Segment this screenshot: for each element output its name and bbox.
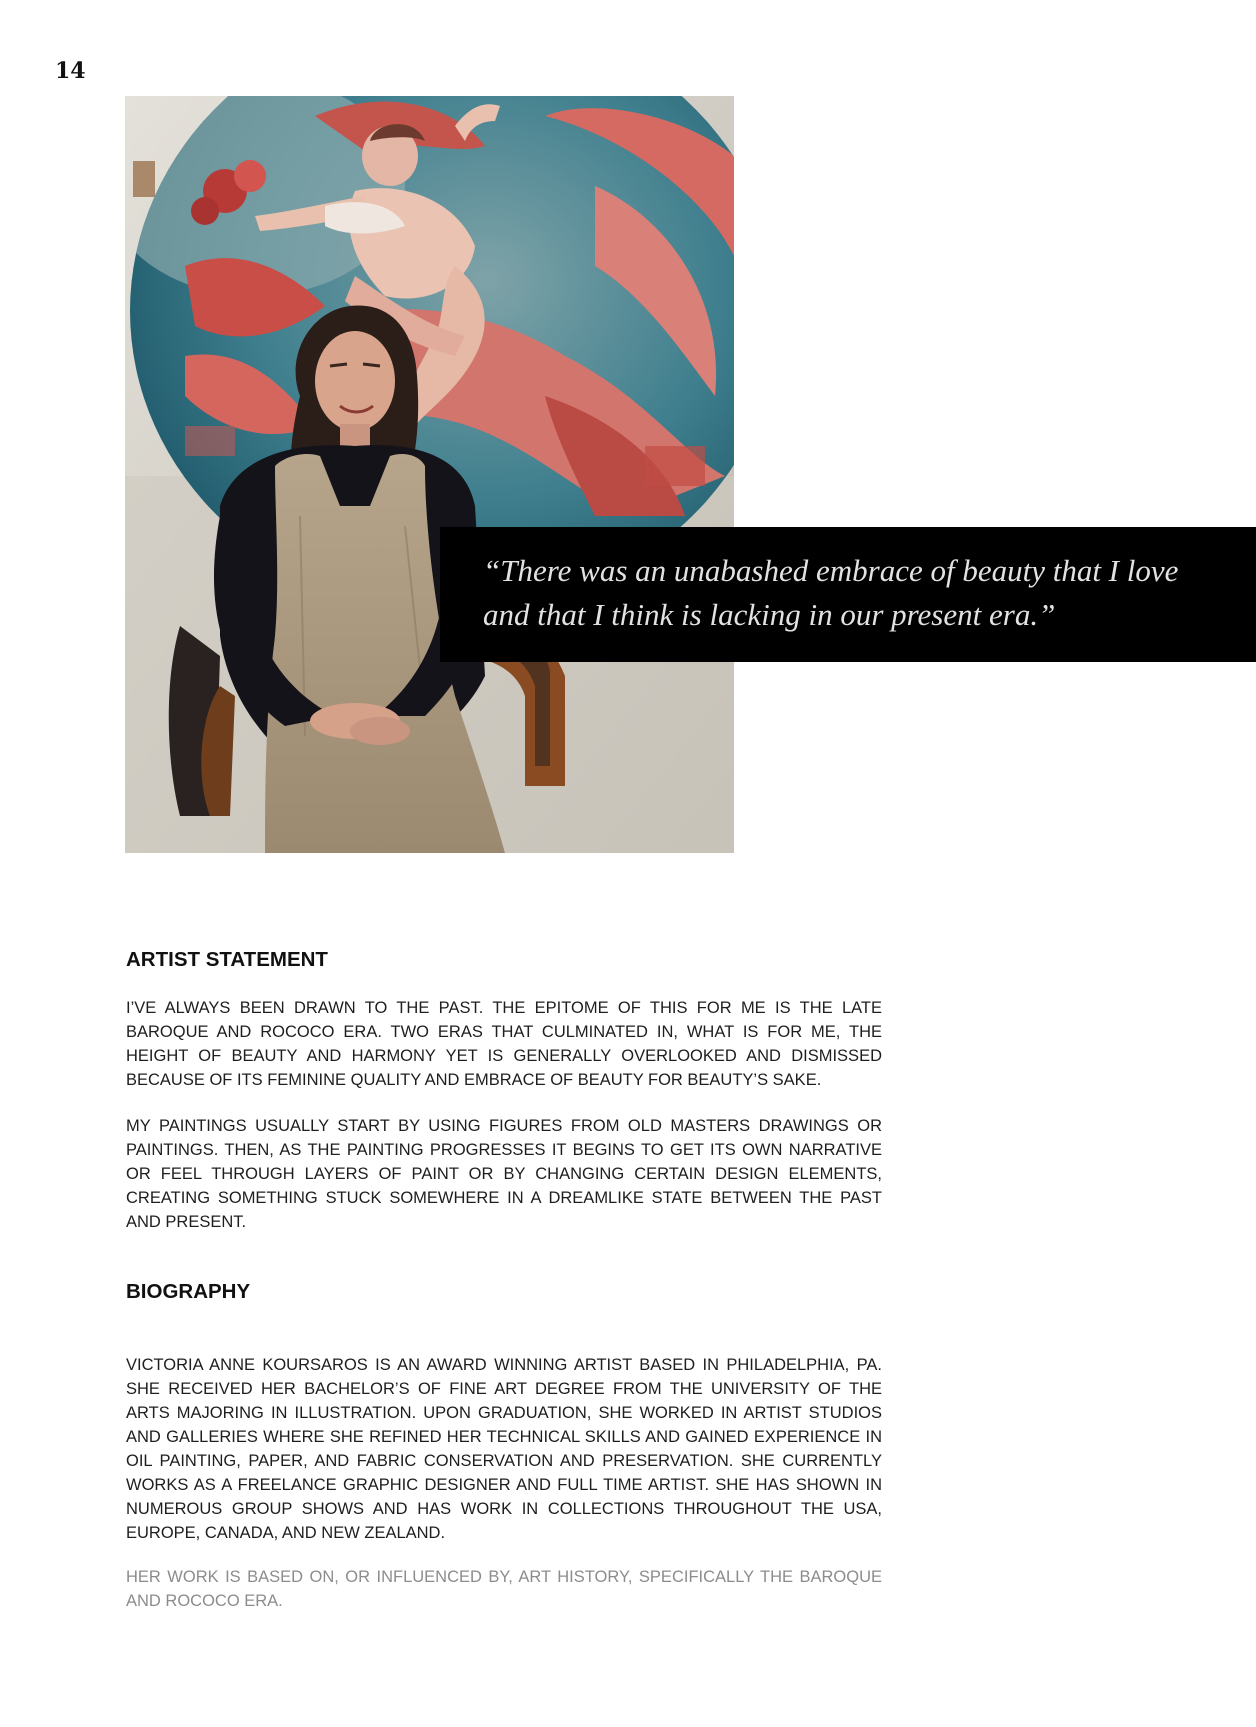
artist-statement-paragraph: I’VE ALWAYS BEEN DRAWN TO THE PAST. THE EPITOME OF THIS FOR ME IS THE LATE BAROQUE AND ROCOCO ERA. TWO ERAS THAT CULMINATED IN, WHAT IS FOR ME, THE HEIGHT OF BEAUTY AND HARMONY YET IS GENERALLY OVERLOOKED AND DISMISSED BECAUSE OF ITS FEMININE QUALITY AND EMBRACE OF BEAUTY FOR BEAUTY’S SAKE. (126, 999, 882, 1089)
page-number: 14 (55, 58, 86, 84)
pull-quote-band (440, 527, 1256, 662)
biography-note: HER WORK IS BASED ON, OR INFLUENCED BY, ART HISTORY, SPECIFICALLY THE BAROQUE AND ROCOCO ERA. (126, 1568, 882, 1610)
artist-portrait-icon (125, 96, 734, 853)
artist-statement-paragraph: MY PAINTINGS USUALLY START BY USING FIGURES FROM OLD MASTERS DRAWINGS OR PAINTINGS. THEN, AS THE PAINTING PROGRESSES IT BEGINS TO GET ITS OWN NARRATIVE OR FEEL THROUGH LAYERS OF PAINT OR BY CHANGING CERTAIN DESIGN ELEMENTS, CREATING SOMETHING STUCK SOMEWHERE IN A DREAMLIKE STATE BETWEEN THE PAST AND PRESENT. (126, 1117, 882, 1231)
artist-statement-heading: ARTIST STATEMENT (126, 948, 328, 971)
pull-quote-text: “There was an unabashed embrace of beauty that I love and that I think is lacking in our present era.” (483, 553, 1179, 632)
biography-paragraph: VICTORIA ANNE KOURSAROS IS AN AWARD WINNING ARTIST BASED IN PHILADELPHIA, PA. SHE RECEIVED HER BACHELOR’S OF FINE ART DEGREE FROM THE UNIVERSITY OF THE ARTS MAJORING IN ILLUSTRATION. UPON GRADUATION, SHE WORKED IN ARTIST STUDIOS AND GALLERIES WHERE SHE REFINED HER TECHNICAL SKILLS AND GAINED EXPERIENCE IN OIL PAINTING, PAPER, AND FABRIC CONSERVATION AND PRESERVATION. SHE CURRENTLY WORKS AS A FREELANCE GRAPHIC DESIGNER AND FULL TIME ARTIST. SHE HAS SHOWN IN NUMEROUS GROUP SHOWS AND HAS WORK IN COLLECTIONS THROUGHOUT THE USA, EUROPE, CANADA, AND NEW ZEALAND. (126, 1356, 882, 1542)
artist-photo (125, 96, 734, 853)
biography-heading: BIOGRAPHY (126, 1280, 251, 1303)
